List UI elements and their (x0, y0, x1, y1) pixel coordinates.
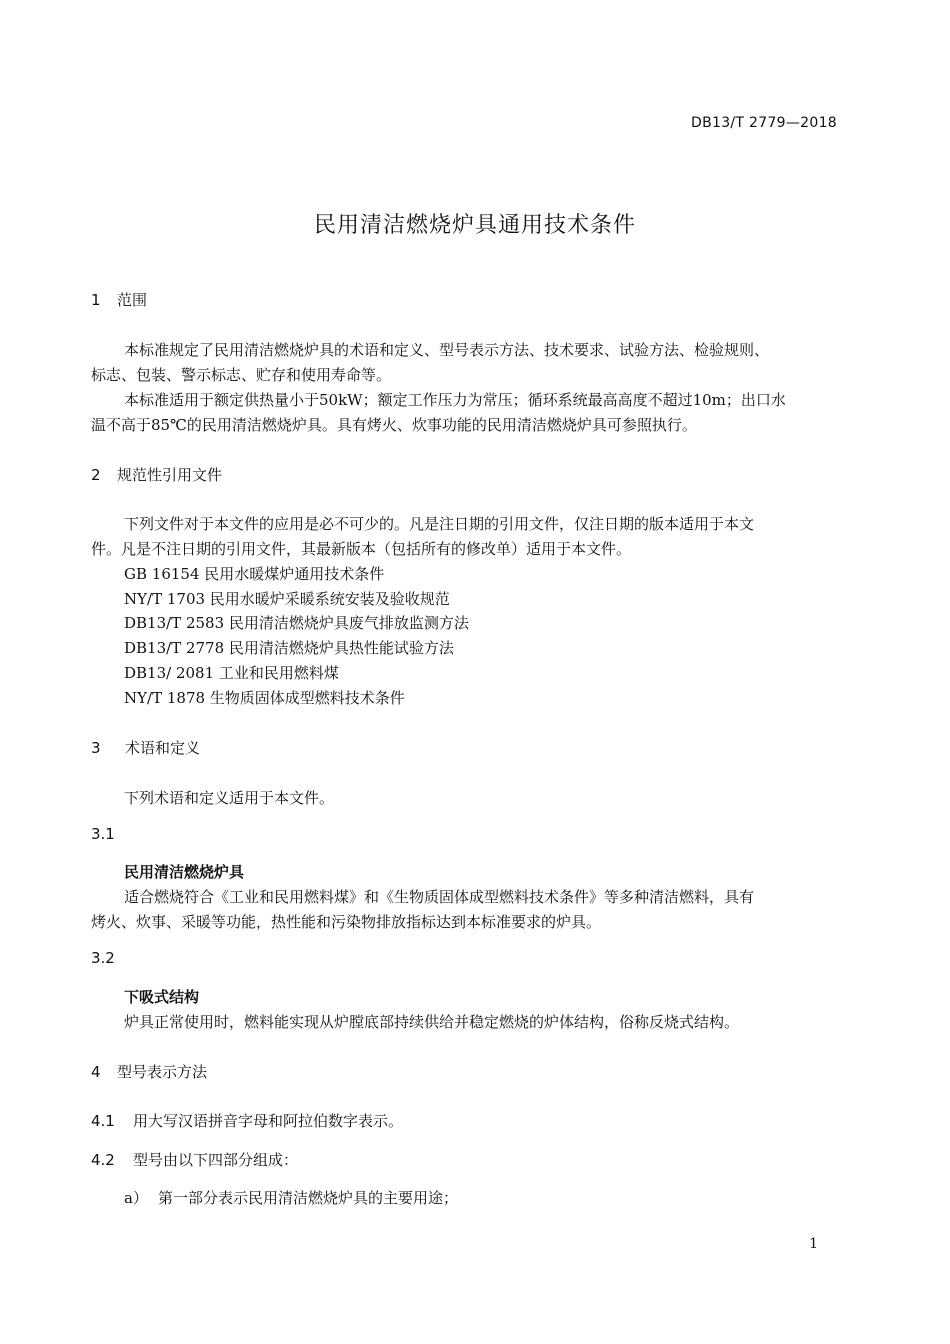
section-title: 型号表示方法 (117, 1063, 208, 1081)
paragraph-line: 件。凡是不注日期的引用文件，其最新版本（包括所有的修改单）适用于本文件。 (91, 540, 632, 558)
section-heading-1 (91, 289, 147, 310)
term-name: 下吸式结构 (124, 988, 200, 1006)
section-number: 2 (91, 466, 101, 484)
section-number: 4 (91, 1063, 101, 1081)
reference-item: DB13/T 2778 民用清洁燃烧炉具热性能试验方法 (124, 639, 454, 657)
reference-item: DB13/ 2081 工业和民用燃料煤 (124, 664, 339, 682)
paragraph-line: 本标准适用于额定供热量小于50kW；额定工作压力为常压；循环系统最高高度不超过10m；出口水 (124, 391, 786, 409)
paragraph-line: 下列文件对于本文件的应用是必不可少的。凡是注日期的引用文件，仅注日期的版本适用于本文 (124, 515, 755, 533)
paragraph-line: 温不高于85℃的民用清洁燃烧炉具。具有烤火、炊事功能的民用清洁燃烧炉具可参照执行。 (91, 416, 697, 434)
clause-text: 型号由以下四部分组成： (133, 1151, 299, 1169)
section-title: 规范性引用文件 (117, 466, 223, 484)
list-item-a (124, 1187, 458, 1208)
reference-item: GB 16154 民用水暖煤炉通用技术条件 (124, 565, 385, 583)
section-heading-3 (91, 737, 200, 758)
paragraph-line: 标志、包装、警示标志、贮存和使用寿命等。 (91, 366, 392, 384)
reference-item: NY/T 1878 生物质固体成型燃料技术条件 (124, 689, 405, 707)
paragraph-line: 适合燃烧符合《工业和民用燃料煤》和《生物质固体成型燃料技术条件》等多种清洁燃料，具有 (124, 888, 755, 906)
list-text: 第一部分表示民用清洁燃烧炉具的主要用途； (158, 1189, 459, 1207)
paragraph-line: 本标准规定了民用清洁燃烧炉具的术语和定义、型号表示方法、技术要求、试验方法、检验规则、 (124, 341, 770, 359)
clause-number: 3.2 (91, 949, 115, 967)
reference-item: DB13/T 2583 民用清洁燃烧炉具废气排放监测方法 (124, 614, 469, 632)
paragraph-line: 下列术语和定义适用于本文件。 (124, 789, 335, 807)
reference-item: NY/T 1703 民用水暖炉采暖系统安装及验收规范 (124, 590, 450, 608)
section-heading-4 (91, 1061, 207, 1082)
clause-number: 4.1 (91, 1112, 115, 1130)
section-heading-2 (91, 464, 222, 485)
term-name: 民用清洁燃烧炉具 (124, 863, 245, 881)
document-code: DB13/T 2779—2018 (691, 115, 837, 131)
document-title: 民用清洁燃烧炉具通用技术条件 (313, 213, 636, 238)
list-label: a） (124, 1189, 148, 1207)
clause-4-2 (91, 1149, 298, 1170)
clause-4-1 (91, 1110, 403, 1131)
section-title: 术语和定义 (125, 739, 201, 757)
page-number: 1 (809, 1236, 818, 1252)
section-number: 3 (91, 739, 101, 757)
section-title: 范围 (117, 291, 148, 309)
clause-text: 用大写汉语拼音字母和阿拉伯数字表示。 (133, 1112, 404, 1130)
section-number: 1 (91, 291, 101, 309)
paragraph-line: 烤火、炊事、采暖等功能，热性能和污染物排放指标达到本标准要求的炉具。 (91, 913, 602, 931)
paragraph-line: 炉具正常使用时，燃料能实现从炉膛底部持续供给并稳定燃烧的炉体结构，俗称反烧式结构。 (124, 1013, 740, 1031)
clause-number: 4.2 (91, 1151, 115, 1169)
clause-number: 3.1 (91, 825, 115, 843)
